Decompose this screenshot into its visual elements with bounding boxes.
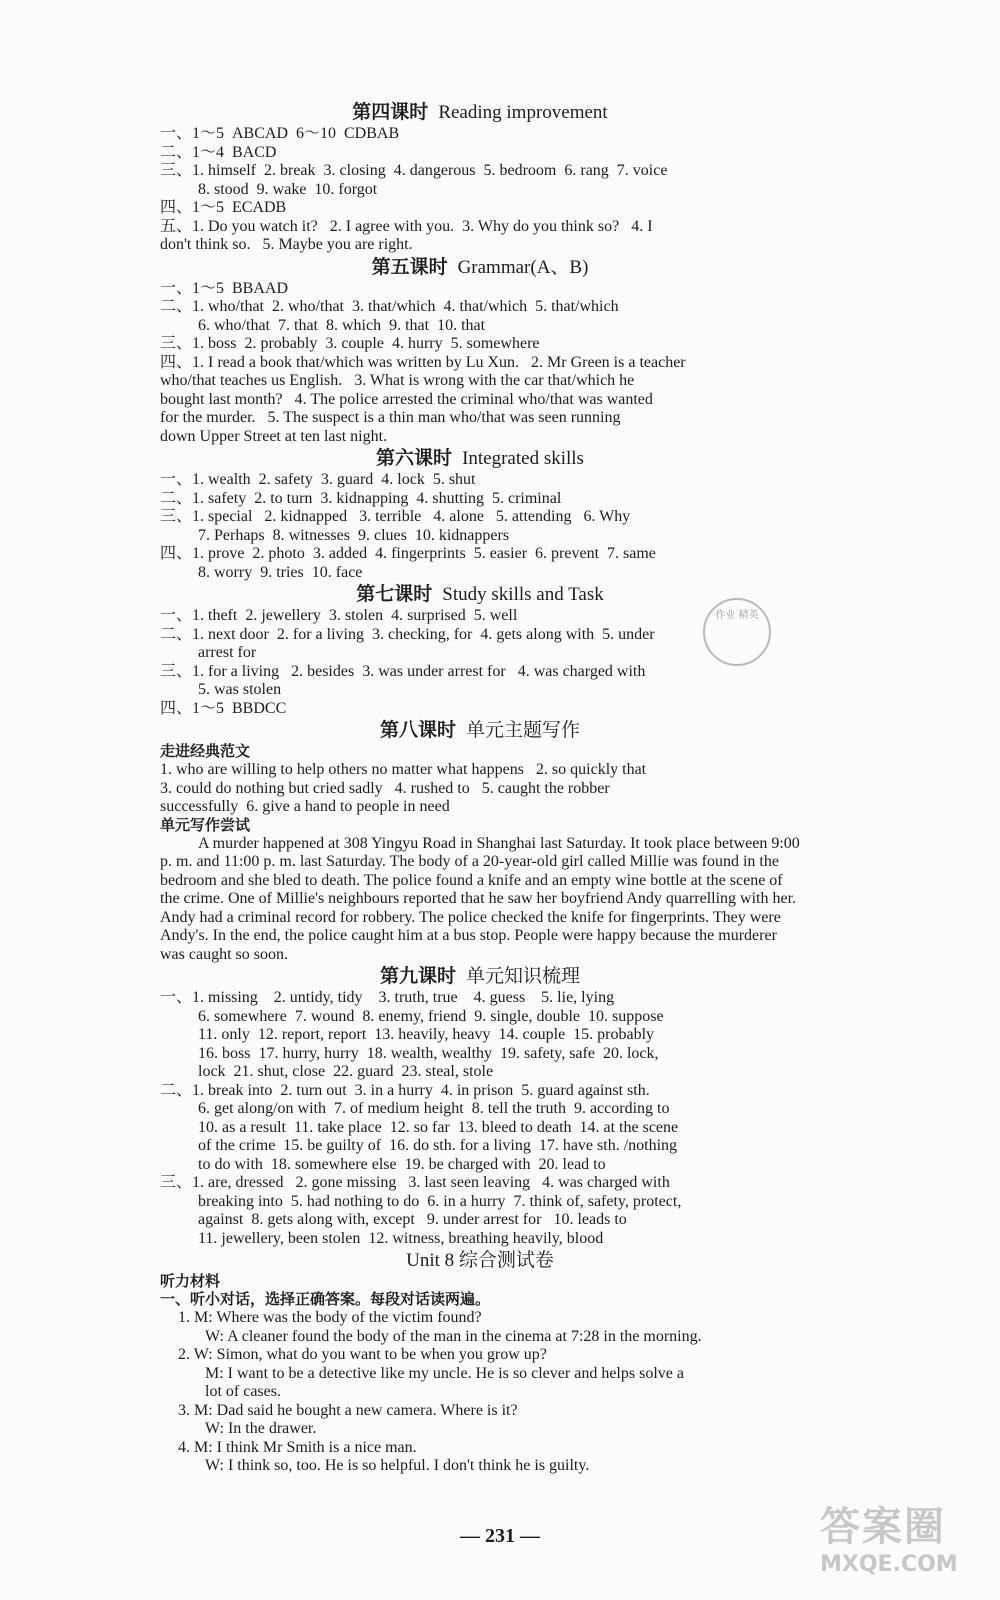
answer-line: down Upper Street at ten last night.: [160, 427, 388, 445]
dialogue-line: W: I think so, too. He is so helpful. I don't think he is guilty.: [205, 1457, 590, 1474]
answer-line: 8. stood 9. wake 10. forgot: [198, 180, 378, 198]
answer-line: arrest for: [198, 644, 257, 661]
answer-line: 二、1. who/that 2. who/that 3. that/which 4. that/which 5. that/which: [160, 298, 619, 315]
page-number: — 231 —: [460, 1525, 540, 1547]
answer-line: 五、1. Do you watch it? 2. I agree with you. 3. Why do you think so? 4. I: [160, 217, 653, 235]
answer-line: 二、1. safety 2. to turn 3. kidnapping 4. shutting 5. criminal: [160, 489, 562, 507]
answer-line: 四、1～5 ECADB: [160, 199, 287, 216]
answer-line: 一、1. missing 2. untidy, tidy 3. truth, true 4. guess 5. lie, lying: [160, 989, 615, 1006]
subheading-writing-attempt: 单元写作尝试: [160, 816, 251, 834]
dialogue-line: 1. M: Where was the body of the victim found?: [178, 1309, 482, 1326]
answer-line: 三、1. for a living 2. besides 3. was under arrest for 4. was charged with: [160, 662, 646, 680]
answer-line: for the murder. 5. The suspect is a thin man who/that was seen running: [160, 409, 621, 426]
answer-line: bought last month? 4. The police arrested the criminal who/that was wanted: [160, 390, 653, 408]
section-heading-7: 第七课时 Study skills and Task: [356, 584, 604, 605]
answer-line: 三、1. himself 2. break 3. closing 4. dangerous 5. bedroom 6. rang 7. voice: [160, 162, 668, 179]
watermark-line-2: MXQE.COM: [820, 1552, 958, 1577]
dialogue-line: 4. M: I think Mr Smith is a nice man.: [178, 1438, 417, 1456]
answer-line: lock 21. shut, close 22. guard 23. steal, stole: [198, 1063, 494, 1080]
answer-line: successfully 6. give a hand to people in need: [160, 798, 450, 815]
answer-line: 6. somewhere 7. wound 8. enemy, friend 9. single, double 10. suppose: [198, 1007, 664, 1025]
answer-line: 一、1. wealth 2. safety 3. guard 4. lock 5. shut: [160, 471, 476, 488]
section-heading-4: 第四课时 Reading improvement: [352, 102, 608, 123]
answer-line: 11. jewellery, been stolen 12. witness, breathing heavily, blood: [198, 1229, 604, 1247]
unit-test-heading: Unit 8 综合测试卷: [406, 1250, 554, 1271]
answer-line: 16. boss 17. hurry, hurry 18. wealth, wealthy 19. safety, safe 20. lock,: [198, 1044, 659, 1062]
answer-line: 二、1～4 BACD: [160, 143, 277, 161]
dialogue-line: W: In the drawer.: [205, 1420, 317, 1437]
subheading-model-essay: 走进经典范文: [160, 743, 251, 760]
answer-line: 5. was stolen: [198, 681, 282, 698]
watermark-line-1: 答案圈: [820, 1504, 946, 1550]
dialogue-line: 3. M: Dad said he bought a new camera. Where is it?: [178, 1401, 518, 1419]
section-heading-8: 第八课时 单元主题写作: [379, 720, 581, 741]
section-heading-6: 第六课时 Integrated skills: [376, 448, 584, 469]
stamp-seal: 作业 精英: [703, 598, 771, 666]
answer-line: 二、1. next door 2. for a living 3. checking, for 4. gets along with 5. under: [160, 625, 655, 643]
answer-line: 6. who/that 7. that 8. which 9. that 10. that: [198, 316, 486, 334]
answer-line: 四、1～5 BBDCC: [160, 699, 287, 717]
section-heading-5: 第五课时 Grammar(A、B): [371, 256, 589, 278]
answer-line: 四、1. prove 2. photo 3. added 4. fingerprints 5. easier 6. prevent 7. same: [160, 545, 656, 562]
answer-line: 8. worry 9. tries 10. face: [198, 563, 363, 581]
watermark-logo: [820, 1495, 980, 1595]
answer-line: 11. only 12. report, report 13. heavily, heavy 14. couple 15. probably: [198, 1026, 655, 1043]
answer-line: of the crime 15. be guilty of 16. do sth. for a living 17. have sth. /nothing: [198, 1137, 678, 1154]
dialogue-line: W: A cleaner found the body of the man in the cinema at 7:28 in the morning.: [205, 1327, 702, 1345]
answer-line: 10. as a result 11. take place 12. so far 13. bleed to death 14. at the scene: [198, 1118, 679, 1136]
answer-page: [160, 100, 800, 1476]
subheading-listening: 听力材料: [160, 1273, 221, 1290]
section-heading-9: 第九课时 单元知识梳理: [379, 966, 581, 987]
answer-line: 四、1. I read a book that/which was written by Lu Xun. 2. Mr Green is a teacher: [160, 353, 686, 371]
answer-line: 一、1～5 BBAAD: [160, 279, 289, 297]
answer-line: 二、1. break into 2. turn out 3. in a hurry 4. in prison 5. guard against sth.: [160, 1081, 650, 1099]
answer-line: 3. could do nothing but cried sadly 4. rushed to 5. caught the robber: [160, 779, 610, 797]
essay-paragraph: A murder happened at 308 Yingyu Road in Shanghai last Saturday. It took place between 9:00 p. m. and 11:00 p. m. last Saturday. The body of a 20-year-old girl called Millie was found in the bedroom and she bled to death. The police found a knife and an empty wine bottle at the scene of the crime. One of Millie's neighbours reported that he saw her boyfriend Andy quarrelling with her. Andy had a criminal record for robbery. The police checked the knife for fingerprints. They were Andy's. In the end, the police caught him at a bus stop. People were happy because the murderer was caught so soon.: [160, 834, 800, 963]
answer-line: 一、1. theft 2. jewellery 3. stolen 4. surprised 5. well: [160, 607, 518, 624]
answer-line: 三、1. are, dressed 2. gone missing 3. last seen leaving 4. was charged with: [160, 1174, 670, 1191]
answer-line: breaking into 5. had nothing to do 6. in a hurry 7. think of, safety, protect,: [198, 1192, 682, 1210]
dialogue-line: 2. W: Simon, what do you want to be when you grow up?: [178, 1346, 547, 1363]
answer-line: to do with 18. somewhere else 19. be charged with 20. lead to: [198, 1155, 606, 1173]
answer-line: 7. Perhaps 8. witnesses 9. clues 10. kidnappers: [198, 526, 510, 544]
answer-line: against 8. gets along with, except 9. under arrest for 10. leads to: [198, 1211, 627, 1228]
answer-line: 一、1～5 ABCAD 6～10 CDBAB: [160, 125, 400, 142]
dialogue-line: lot of cases.: [205, 1383, 281, 1400]
subheading-instructions: 一、听小对话，选择正确答案。每段对话读两遍。: [160, 1291, 491, 1308]
answer-line: don't think so. 5. Maybe you are right.: [160, 236, 413, 253]
dialogue-line: M: I want to be a detective like my uncle. He is so clever and helps solve a: [205, 1364, 684, 1382]
answer-line: 6. get along/on with 7. of medium height 8. tell the truth 9. according to: [198, 1100, 670, 1117]
answer-line: 1. who are willing to help others no matter what happens 2. so quickly that: [160, 761, 647, 778]
answer-line: 三、1. boss 2. probably 3. couple 4. hurry 5. somewhere: [160, 335, 540, 352]
answer-line: who/that teaches us English. 3. What is wrong with the car that/which he: [160, 372, 635, 389]
answer-line: 三、1. special 2. kidnapped 3. terrible 4. alone 5. attending 6. Why: [160, 508, 631, 525]
